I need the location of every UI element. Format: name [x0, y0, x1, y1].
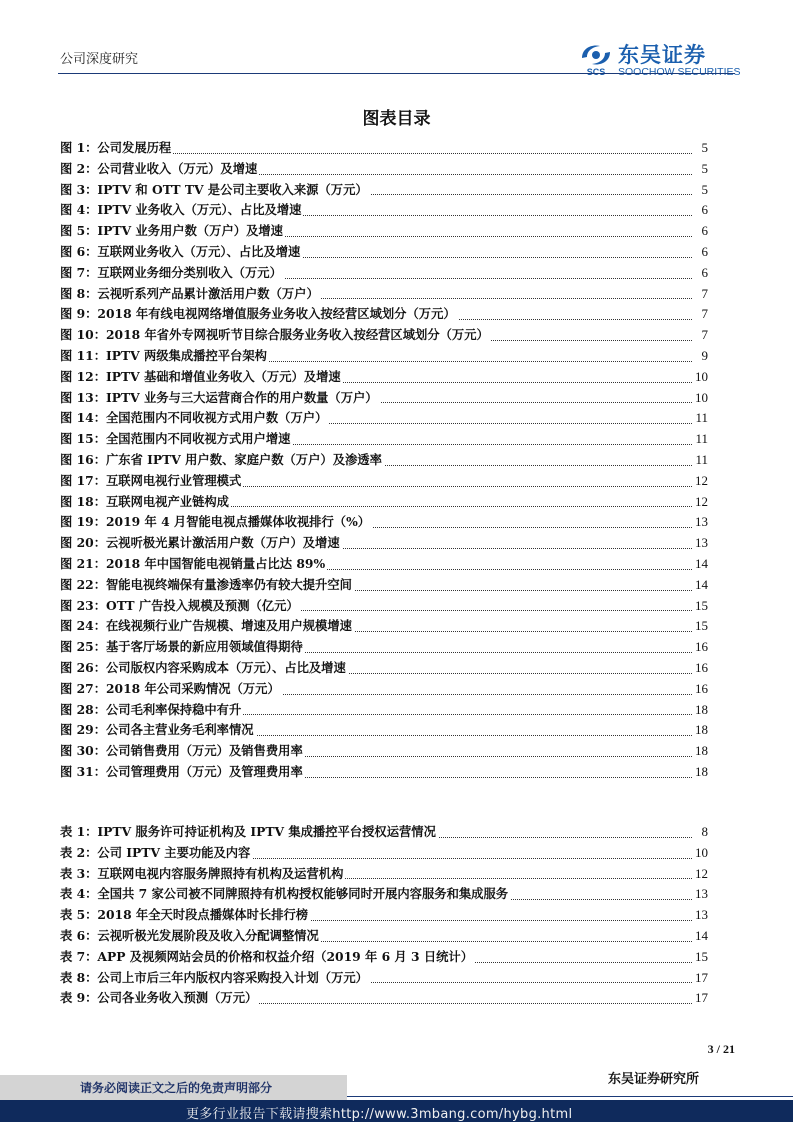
- figure-entry-page: 5: [700, 159, 709, 180]
- figure-entry-page: 6: [700, 263, 709, 284]
- figure-entry-page: 16: [693, 658, 708, 679]
- figure-entry[interactable]: [60, 325, 708, 346]
- figure-entry-label: 图 14：全国范围内不同收视方式用户数（万户）: [60, 410, 328, 426]
- figure-entry-page: 11: [693, 429, 708, 450]
- figure-entry-label: 图 9：2018 年有线电视网络增值服务业务收入按经营区域划分（万元）: [60, 306, 456, 322]
- table-entry[interactable]: [60, 926, 708, 947]
- table-entry[interactable]: [60, 864, 708, 885]
- table-entry-page: 15: [693, 947, 708, 968]
- figure-entry[interactable]: [60, 596, 708, 617]
- table-entry[interactable]: [60, 947, 708, 968]
- figure-entry[interactable]: [60, 658, 708, 679]
- table-entry-page: 17: [693, 988, 708, 1009]
- figure-entry-label: 图 15：全国范围内不同收视方式用户增速: [60, 431, 291, 447]
- figure-entry-label: 图 11：IPTV 两级集成播控平台架构: [60, 347, 267, 363]
- figure-entry[interactable]: [60, 492, 708, 513]
- figure-entry-label: 图 27：2018 年公司采购情况（万元）: [60, 680, 280, 696]
- table-entry-page: 13: [693, 905, 708, 926]
- footer-divider: [347, 1096, 793, 1097]
- figure-entry[interactable]: [60, 450, 708, 471]
- table-list: [60, 822, 708, 1009]
- figure-entry[interactable]: [60, 138, 708, 159]
- figure-entry-page: 7: [700, 325, 709, 346]
- table-entry-label: 表 2：公司 IPTV 主要功能及内容: [60, 844, 251, 860]
- figure-entry[interactable]: [60, 679, 708, 700]
- figure-entry-label: 图 10：2018 年省外专网视听节目综合服务业务收入按经营区域划分（万元）: [60, 327, 489, 343]
- figure-entry-label: 图 17：互联网电视行业管理模式: [60, 472, 242, 488]
- watermark-text: 更多行业报告下载请搜索http://www.3mbang.com/hybg.html: [186, 1107, 573, 1122]
- table-entry-page: 13: [693, 884, 708, 905]
- figure-entry[interactable]: [60, 429, 708, 450]
- table-entry-label: 表 3：互联网电视内容服务牌照持有机构及运营机构: [60, 865, 344, 881]
- figure-entry[interactable]: [60, 263, 708, 284]
- disclaimer-banner: [0, 1075, 347, 1100]
- logo-mark-text: SCS: [586, 67, 606, 76]
- figure-list: [60, 138, 708, 783]
- figure-entry[interactable]: [60, 616, 708, 637]
- figure-entry-label: 图 25：基于客厅场景的新应用领域值得期待: [60, 639, 303, 655]
- table-entry-label: 表 9：公司各业务收入预测（万元）: [60, 990, 258, 1006]
- figure-entry-label: 图 20：云视听极光累计激活用户数（万户）及增速: [60, 535, 340, 551]
- figure-entry-page: 15: [693, 616, 708, 637]
- table-entry-page: 8: [700, 822, 709, 843]
- table-entry-label: 表 6：云视听极光发展阶段及收入分配调整情况: [60, 927, 319, 943]
- table-entry[interactable]: [60, 822, 708, 843]
- figure-entry-label: 图 8：云视听系列产品累计激活用户数（万户）: [60, 285, 319, 301]
- figure-entry-page: 18: [693, 741, 708, 762]
- figure-entry-label: 图 4：IPTV 业务收入（万元）、占比及增速: [60, 202, 302, 218]
- figure-entry-page: 7: [700, 284, 709, 305]
- figure-entry[interactable]: [60, 762, 708, 783]
- figure-entry-page: 12: [693, 492, 708, 513]
- table-entry[interactable]: [60, 988, 708, 1009]
- figure-entry-label: 图 1：公司发展历程: [60, 140, 172, 155]
- table-entry[interactable]: [60, 905, 708, 926]
- figure-entry-page: 14: [693, 575, 708, 596]
- figure-entry-label: 图 18：互联网电视产业链构成: [60, 493, 229, 509]
- figure-entry-label: 图 29：公司各主营业务毛利率情况: [60, 722, 254, 738]
- figure-entry-label: 图 21：2018 年中国智能电视销量占比达 89%: [60, 555, 326, 571]
- brand-name-cn: 东吴证券: [618, 43, 706, 67]
- figure-entry[interactable]: [60, 284, 708, 305]
- figure-entry-label: 图 23：OTT 广告投入规模及预测（亿元）: [60, 597, 299, 613]
- table-entry-label: 表 4：全国共 7 家公司被不同牌照持有机构授权能够同时开展内容服务和集成服务: [60, 886, 509, 902]
- figure-entry-label: 图 19：2019 年 4 月智能电视点播媒体收视排行（%）: [60, 514, 371, 530]
- table-entry-page: 10: [693, 843, 708, 864]
- watermark-band: [0, 1100, 793, 1122]
- figure-entry-page: 11: [693, 450, 708, 471]
- page-number: 3 / 21: [707, 1042, 735, 1056]
- table-entry[interactable]: [60, 968, 708, 989]
- figure-entry-page: 6: [700, 221, 709, 242]
- brand-logo: [578, 40, 743, 80]
- table-entry-page: 14: [693, 926, 708, 947]
- figure-entry-label: 图 30：公司销售费用（万元）及销售费用率: [60, 743, 303, 759]
- figure-entry-label: 图 12：IPTV 基础和增值业务收入（万元）及增速: [60, 368, 341, 384]
- figure-entry[interactable]: [60, 388, 708, 409]
- figure-entry[interactable]: [60, 304, 708, 325]
- figure-entry-page: 18: [693, 762, 708, 783]
- figure-entry-label: 图 24：在线视频行业广告规模、增速及用户规模增速: [60, 618, 352, 634]
- figure-entry[interactable]: [60, 700, 708, 721]
- table-entry-label: 表 1：IPTV 服务许可持证机构及 IPTV 集成播控平台授权运营情况: [60, 824, 436, 839]
- figure-entry-page: 12: [693, 471, 708, 492]
- figure-entry[interactable]: [60, 471, 708, 492]
- figure-entry-label: 图 26：公司版权内容采购成本（万元）、占比及增速: [60, 659, 346, 675]
- table-entry[interactable]: [60, 884, 708, 905]
- figure-entry-label: 图 22：智能电视终端保有量渗透率仍有较大提升空间: [60, 576, 352, 592]
- figure-entry-page: 10: [693, 367, 708, 388]
- header-divider: [58, 73, 735, 74]
- figure-entry-page: 18: [693, 720, 708, 741]
- figure-entry-label: 图 7：互联网业务细分类别收入（万元）: [60, 264, 282, 280]
- figure-entry-page: 18: [693, 700, 708, 721]
- figure-entry-page: 6: [700, 200, 709, 221]
- figure-entry[interactable]: [60, 554, 708, 575]
- figure-entry[interactable]: [60, 637, 708, 658]
- table-entry-label: 表 7：APP 及视频网站会员的价格和权益介绍（2019 年 6 月 3 日统计）: [60, 948, 474, 964]
- figure-entry[interactable]: [60, 408, 708, 429]
- figure-entry-label: 图 2：公司营业收入（万元）及增速: [60, 160, 258, 176]
- figure-entry-page: 10: [693, 388, 708, 409]
- figure-entry-label: 图 13：IPTV 业务与三大运营商合作的用户数量（万户）: [60, 389, 378, 405]
- figure-entry[interactable]: [60, 533, 708, 554]
- page-title: 图表目录: [362, 109, 431, 129]
- disclaimer-text: 请务必阅读正文之后的免责声明部分: [80, 1081, 273, 1095]
- figure-entry-page: 11: [693, 408, 708, 429]
- figure-entry[interactable]: [60, 741, 708, 762]
- figure-entry-page: 14: [693, 554, 708, 575]
- figure-entry-label: 图 16：广东省 IPTV 用户数、家庭户数（万户）及渗透率: [60, 451, 382, 467]
- table-entry-label: 表 5：2018 年全天时段点播媒体时长排行榜: [60, 907, 309, 923]
- figure-entry-page: 15: [693, 596, 708, 617]
- figure-entry-page: 6: [700, 242, 709, 263]
- firm-name: 东吴证券研究所: [608, 1072, 700, 1087]
- figure-entry[interactable]: [60, 221, 708, 242]
- figure-entry[interactable]: [60, 242, 708, 263]
- figure-entry[interactable]: [60, 720, 708, 741]
- figure-entry-label: 图 6：互联网业务收入（万元）、占比及增速: [60, 243, 301, 259]
- figure-entry[interactable]: [60, 575, 708, 596]
- figure-entry-label: 图 28：公司毛利率保持稳中有升: [60, 701, 242, 717]
- table-entry[interactable]: [60, 843, 708, 864]
- table-entry-page: 12: [693, 864, 708, 885]
- figure-entry-page: 13: [693, 512, 708, 533]
- table-entry-label: 表 8：公司上市后三年内版权内容采购投入计划（万元）: [60, 969, 368, 985]
- figure-entry-label: 图 5：IPTV 业务用户数（万户）及增速: [60, 223, 283, 239]
- figure-entry-label: 图 31：公司管理费用（万元）及管理费用率: [60, 763, 303, 779]
- figure-entry-page: 5: [700, 138, 709, 159]
- figure-entry[interactable]: [60, 200, 708, 221]
- brand-name-en: SOOCHOW SECURITIES: [618, 66, 741, 78]
- figure-entry[interactable]: [60, 346, 708, 367]
- table-entry-page: 17: [693, 968, 708, 989]
- report-category: 公司深度研究: [60, 52, 139, 67]
- soochow-logo-icon: [578, 42, 614, 76]
- figure-entry-page: 7: [700, 304, 709, 325]
- figure-entry-page: 13: [693, 533, 708, 554]
- figure-entry-page: 5: [700, 180, 709, 201]
- figure-entry-page: 16: [693, 679, 708, 700]
- figure-entry[interactable]: [60, 159, 708, 180]
- figure-entry[interactable]: [60, 512, 708, 533]
- figure-entry-label: 图 3：IPTV 和 OTT TV 是公司主要收入来源（万元）: [60, 181, 368, 197]
- figure-entry[interactable]: [60, 367, 708, 388]
- figure-entry-page: 9: [700, 346, 709, 367]
- figure-entry-page: 16: [693, 637, 708, 658]
- figure-entry[interactable]: [60, 180, 708, 201]
